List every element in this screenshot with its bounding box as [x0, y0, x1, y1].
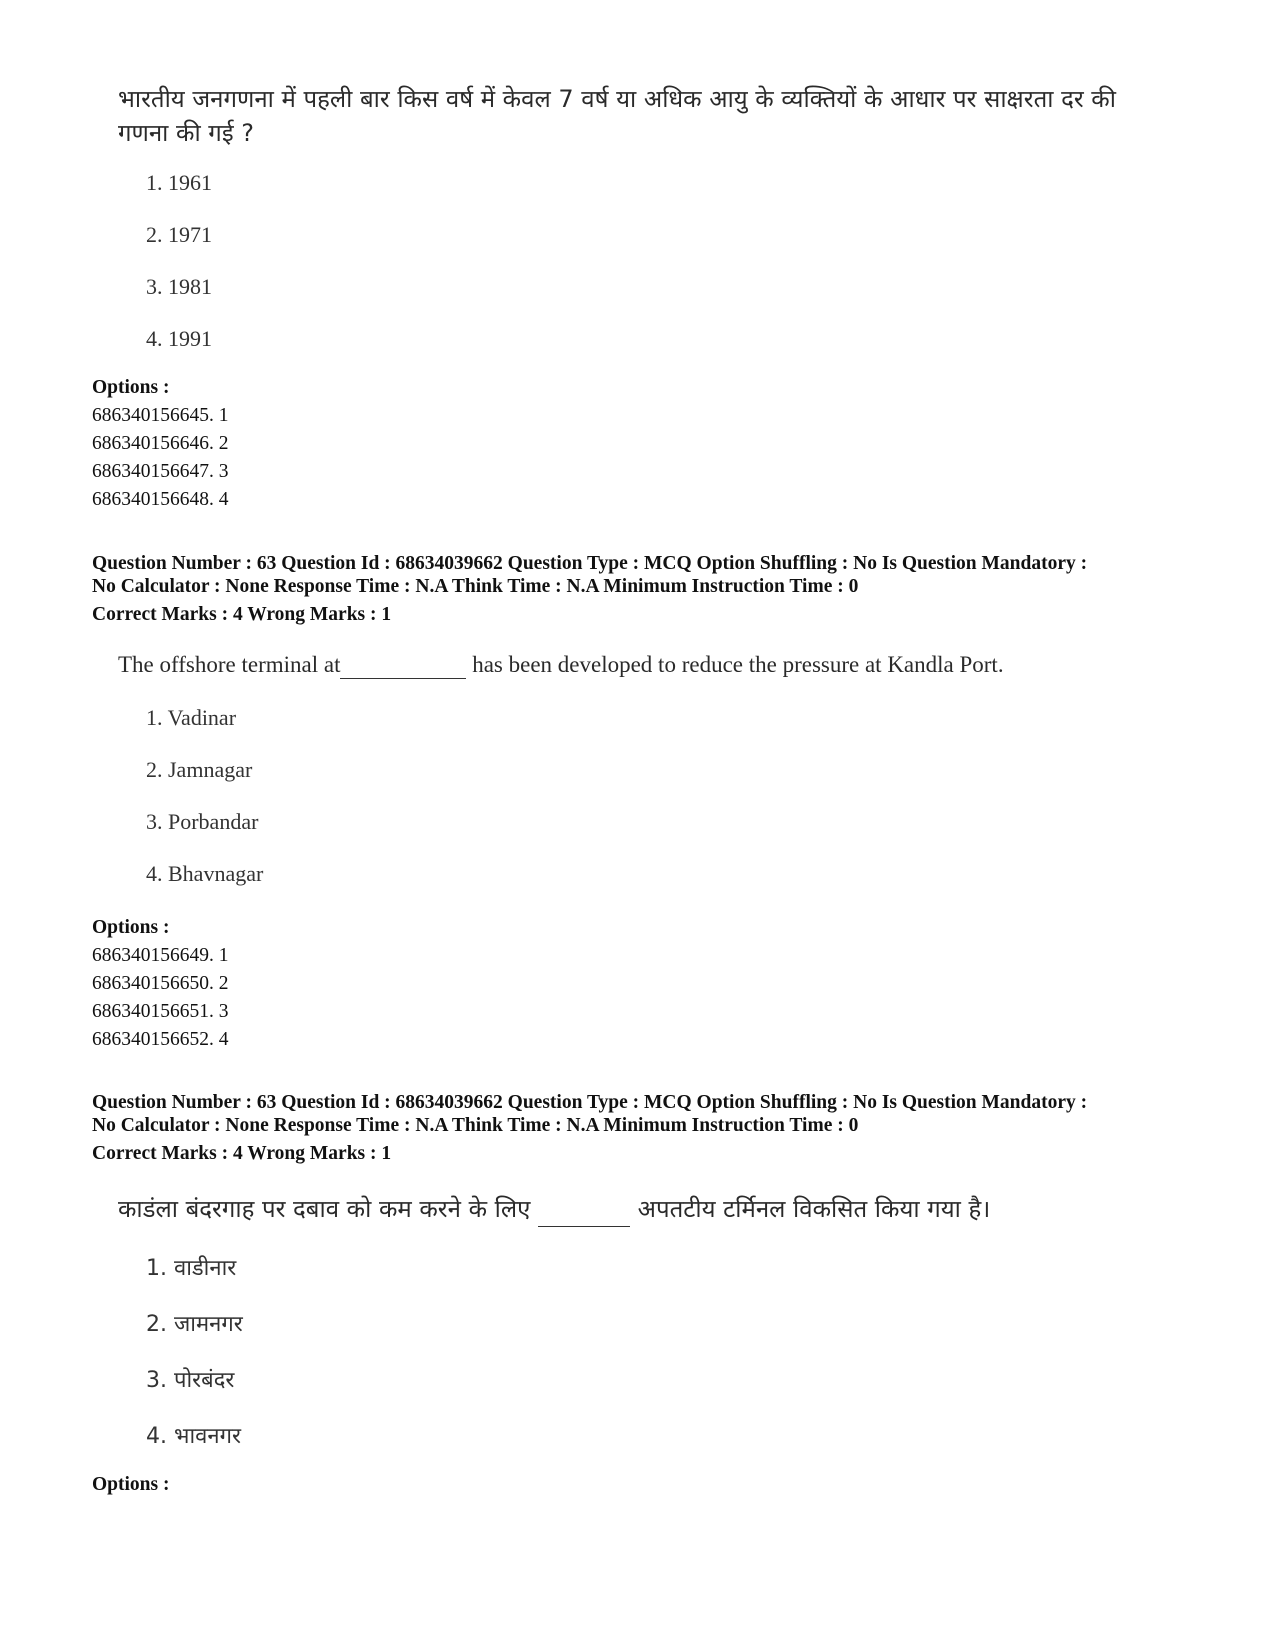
question-3-choice-3: 3. पोरबंदर: [146, 1368, 235, 1393]
option-id-line: 686340156650. 2: [92, 973, 229, 994]
question-1-choice-2: 2. 1971: [146, 222, 212, 247]
question-2-meta-line-1: Question Number : 63 Question Id : 68634039662 Question Type : MCQ Option Shuffling : No Is Question Mandatory :: [92, 553, 1088, 574]
question-2-choice-4: 4. Bhavnagar: [146, 861, 264, 886]
question-1-choice-1: 1. 1961: [146, 170, 212, 195]
question-3-meta-line-2: No Calculator : None Response Time : N.A Think Time : N.A Minimum Instruction Time : 0: [92, 1115, 859, 1136]
question-1-text-line-2: गणना की गई ?: [118, 119, 254, 147]
question-3-meta-line-1: Question Number : 63 Question Id : 68634039662 Question Type : MCQ Option Shuffling : No Is Question Mandatory :: [92, 1092, 1088, 1113]
question-3-text-before: काडंला बंदरगाह पर दबाव को कम करने के लिए: [118, 1195, 539, 1223]
option-id-line: 686340156647. 3: [92, 461, 229, 482]
question-2-marks: Correct Marks : 4 Wrong Marks : 1: [92, 604, 392, 625]
question-3-choice-1: 1. वाडीनार: [146, 1256, 237, 1281]
question-3-text: [118, 1192, 990, 1227]
question-2-choice-3: 3. Porbandar: [146, 809, 259, 834]
question-2-choice-1: 1. Vadinar: [146, 705, 237, 730]
fill-blank: [340, 652, 466, 679]
question-3-choice-4: 4. भावनगर: [146, 1424, 241, 1449]
question-2-text-before: The offshore terminal at: [118, 652, 341, 677]
option-id-line: 686340156648. 4: [92, 489, 229, 510]
option-id-line: 686340156649. 1: [92, 945, 229, 966]
option-id-line: 686340156646. 2: [92, 433, 229, 454]
question-3-marks: Correct Marks : 4 Wrong Marks : 1: [92, 1143, 392, 1164]
option-id-line: 686340156651. 3: [92, 1001, 229, 1022]
question-2-meta-line-2: No Calculator : None Response Time : N.A Think Time : N.A Minimum Instruction Time : 0: [92, 576, 859, 597]
question-1-text-line-1: भारतीय जनगणना में पहली बार किस वर्ष में केवल 7 वर्ष या अधिक आयु के व्यक्तियों के आधार पर साक्षरता दर की: [118, 85, 1116, 113]
option-id-line: 686340156645. 1: [92, 405, 229, 426]
question-3-text-after: अपतटीय टर्मिनल विकसित किया गया है।: [630, 1195, 991, 1223]
options-label: Options :: [92, 1474, 170, 1495]
question-2-text: [118, 652, 1004, 679]
question-3-choice-2: 2. जामनगर: [146, 1312, 243, 1337]
fill-blank: [538, 1192, 630, 1227]
question-2-choice-2: 2. Jamnagar: [146, 757, 253, 782]
question-2-text-after: has been developed to reduce the pressure at Kandla Port.: [466, 652, 1004, 677]
option-id-line: 686340156652. 4: [92, 1029, 229, 1050]
question-1-choice-4: 4. 1991: [146, 326, 212, 351]
options-label: Options :: [92, 917, 170, 938]
question-1-choice-3: 3. 1981: [146, 274, 212, 299]
options-label: Options :: [92, 377, 170, 398]
